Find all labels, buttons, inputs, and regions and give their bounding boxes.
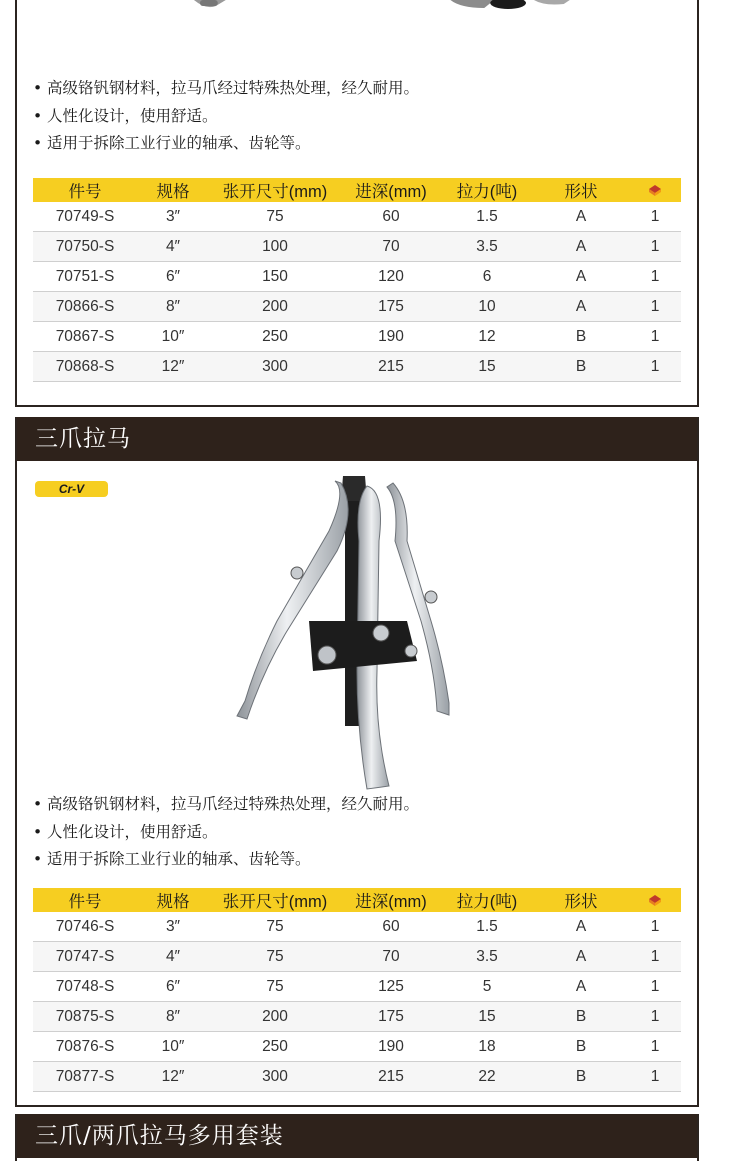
cell-part-no: 70876-S <box>33 1032 137 1062</box>
cell-shape: A <box>533 972 629 1002</box>
header-part-no: 件号 <box>33 888 137 912</box>
table-row <box>33 352 681 382</box>
cell-shape: A <box>533 942 629 972</box>
cell-depth: 190 <box>341 322 441 352</box>
cell-size: 3″ <box>137 912 209 942</box>
feature-list <box>33 791 419 874</box>
cell-size: 6″ <box>137 262 209 292</box>
bullet-dot: • <box>33 850 43 868</box>
cell-quantity: 1 <box>629 1002 681 1032</box>
bullet-dot: • <box>33 822 43 841</box>
package-icon <box>647 183 663 197</box>
cell-depth: 70 <box>341 942 441 972</box>
cell-force: 1.5 <box>441 202 533 232</box>
cell-depth: 215 <box>341 352 441 382</box>
header-size: 规格 <box>137 178 209 202</box>
cell-shape: B <box>533 1062 629 1092</box>
header-part-no: 件号 <box>33 178 137 202</box>
header-depth: 进深(mm) <box>341 178 441 202</box>
cell-shape: A <box>533 262 629 292</box>
cell-part-no: 70875-S <box>33 1002 137 1032</box>
header-opening: 张开尺寸(mm) <box>209 888 341 912</box>
cell-shape: B <box>533 352 629 382</box>
cell-part-no: 70749-S <box>33 202 137 232</box>
feature-item: • 高级铬钒钢材料，拉马爪经过特殊热处理，经久耐用。 <box>33 75 419 103</box>
cell-depth: 190 <box>341 1032 441 1062</box>
bullet-dot: • <box>33 134 43 152</box>
spec-table <box>33 178 681 382</box>
table-row <box>33 972 681 1002</box>
cell-quantity: 1 <box>629 322 681 352</box>
cell-depth: 120 <box>341 262 441 292</box>
cell-opening: 75 <box>209 942 341 972</box>
cell-shape: B <box>533 1002 629 1032</box>
cell-opening: 150 <box>209 262 341 292</box>
cell-depth: 175 <box>341 292 441 322</box>
section-title: 三爪拉马 <box>35 426 131 452</box>
product-section-combo-set <box>15 1114 699 1161</box>
spec-table <box>33 888 681 1092</box>
product-image-partial <box>17 0 697 16</box>
product-section-two-jaw <box>15 0 699 407</box>
cell-shape: A <box>533 232 629 262</box>
cell-opening: 200 <box>209 292 341 322</box>
cell-opening: 300 <box>209 1062 341 1092</box>
cell-opening: 250 <box>209 1032 341 1062</box>
header-force: 拉力(吨) <box>441 178 533 202</box>
cell-part-no: 70750-S <box>33 232 137 262</box>
bullet-dot: • <box>33 106 43 125</box>
cell-part-no: 70877-S <box>33 1062 137 1092</box>
cell-shape: A <box>533 912 629 942</box>
feature-item: • 适用于拆除工业行业的轴承、齿轮等。 <box>33 846 419 874</box>
cell-quantity: 1 <box>629 912 681 942</box>
cell-quantity: 1 <box>629 1062 681 1092</box>
cell-force: 1.5 <box>441 912 533 942</box>
cell-quantity: 1 <box>629 232 681 262</box>
table-row <box>33 292 681 322</box>
cell-depth: 70 <box>341 232 441 262</box>
header-quantity <box>629 178 681 202</box>
table-row <box>33 262 681 292</box>
cell-depth: 175 <box>341 1002 441 1032</box>
cell-part-no: 70746-S <box>33 912 137 942</box>
cell-size: 8″ <box>137 1002 209 1032</box>
feature-item: • 人性化设计，使用舒适。 <box>33 103 419 131</box>
cell-size: 4″ <box>137 232 209 262</box>
table-header-row <box>33 888 681 912</box>
header-force: 拉力(吨) <box>441 888 533 912</box>
cell-opening: 75 <box>209 912 341 942</box>
feature-item: • 适用于拆除工业行业的轴承、齿轮等。 <box>33 130 419 158</box>
cell-depth: 60 <box>341 202 441 232</box>
bullet-dot: • <box>33 795 43 813</box>
cell-part-no: 70868-S <box>33 352 137 382</box>
header-size: 规格 <box>137 888 209 912</box>
cell-part-no: 70867-S <box>33 322 137 352</box>
cell-opening: 300 <box>209 352 341 382</box>
cell-size: 12″ <box>137 1062 209 1092</box>
cell-shape: A <box>533 202 629 232</box>
cell-shape: B <box>533 1032 629 1062</box>
header-opening: 张开尺寸(mm) <box>209 178 341 202</box>
cell-quantity: 1 <box>629 292 681 322</box>
cell-force: 3.5 <box>441 942 533 972</box>
cell-quantity: 1 <box>629 202 681 232</box>
cell-size: 6″ <box>137 972 209 1002</box>
table-row <box>33 942 681 972</box>
section-title: 三爪/两爪拉马多用套装 <box>35 1123 284 1149</box>
cell-shape: B <box>533 322 629 352</box>
cell-opening: 250 <box>209 322 341 352</box>
section-title-band <box>17 1114 697 1158</box>
cell-part-no: 70748-S <box>33 972 137 1002</box>
table-row <box>33 322 681 352</box>
cell-size: 3″ <box>137 202 209 232</box>
cell-force: 22 <box>441 1062 533 1092</box>
cell-force: 3.5 <box>441 232 533 262</box>
cell-quantity: 1 <box>629 262 681 292</box>
cell-force: 6 <box>441 262 533 292</box>
cell-force: 10 <box>441 292 533 322</box>
cell-opening: 75 <box>209 202 341 232</box>
header-shape: 形状 <box>533 178 629 202</box>
cell-force: 5 <box>441 972 533 1002</box>
cell-opening: 200 <box>209 1002 341 1032</box>
cell-size: 10″ <box>137 322 209 352</box>
cell-quantity: 1 <box>629 972 681 1002</box>
table-row <box>33 1002 681 1032</box>
header-shape: 形状 <box>533 888 629 912</box>
feature-item: • 人性化设计，使用舒适。 <box>33 819 419 847</box>
cell-size: 8″ <box>137 292 209 322</box>
cell-quantity: 1 <box>629 942 681 972</box>
feature-item: • 高级铬钒钢材料，拉马爪经过特殊热处理，经久耐用。 <box>33 791 419 819</box>
cell-size: 10″ <box>137 1032 209 1062</box>
cell-size: 4″ <box>137 942 209 972</box>
table-row <box>33 1062 681 1092</box>
cell-force: 15 <box>441 1002 533 1032</box>
three-jaw-puller-image <box>217 471 467 791</box>
cell-force: 15 <box>441 352 533 382</box>
cell-depth: 60 <box>341 912 441 942</box>
cell-force: 12 <box>441 322 533 352</box>
table-row <box>33 202 681 232</box>
table-row <box>33 912 681 942</box>
cell-part-no: 70747-S <box>33 942 137 972</box>
header-quantity <box>629 888 681 912</box>
cell-quantity: 1 <box>629 352 681 382</box>
cell-opening: 100 <box>209 232 341 262</box>
cell-part-no: 70866-S <box>33 292 137 322</box>
section-title-band <box>17 417 697 461</box>
cell-part-no: 70751-S <box>33 262 137 292</box>
cell-size: 12″ <box>137 352 209 382</box>
cell-shape: A <box>533 292 629 322</box>
cell-opening: 75 <box>209 972 341 1002</box>
package-icon <box>647 893 663 907</box>
cell-depth: 125 <box>341 972 441 1002</box>
bullet-dot: • <box>33 79 43 97</box>
cell-depth: 215 <box>341 1062 441 1092</box>
cell-quantity: 1 <box>629 1032 681 1062</box>
cell-force: 18 <box>441 1032 533 1062</box>
material-badge: Cr-V <box>35 481 108 497</box>
header-depth: 进深(mm) <box>341 888 441 912</box>
feature-list <box>33 75 419 158</box>
table-header-row <box>33 178 681 202</box>
table-row <box>33 232 681 262</box>
table-row <box>33 1032 681 1062</box>
product-section-three-jaw <box>15 417 699 1107</box>
